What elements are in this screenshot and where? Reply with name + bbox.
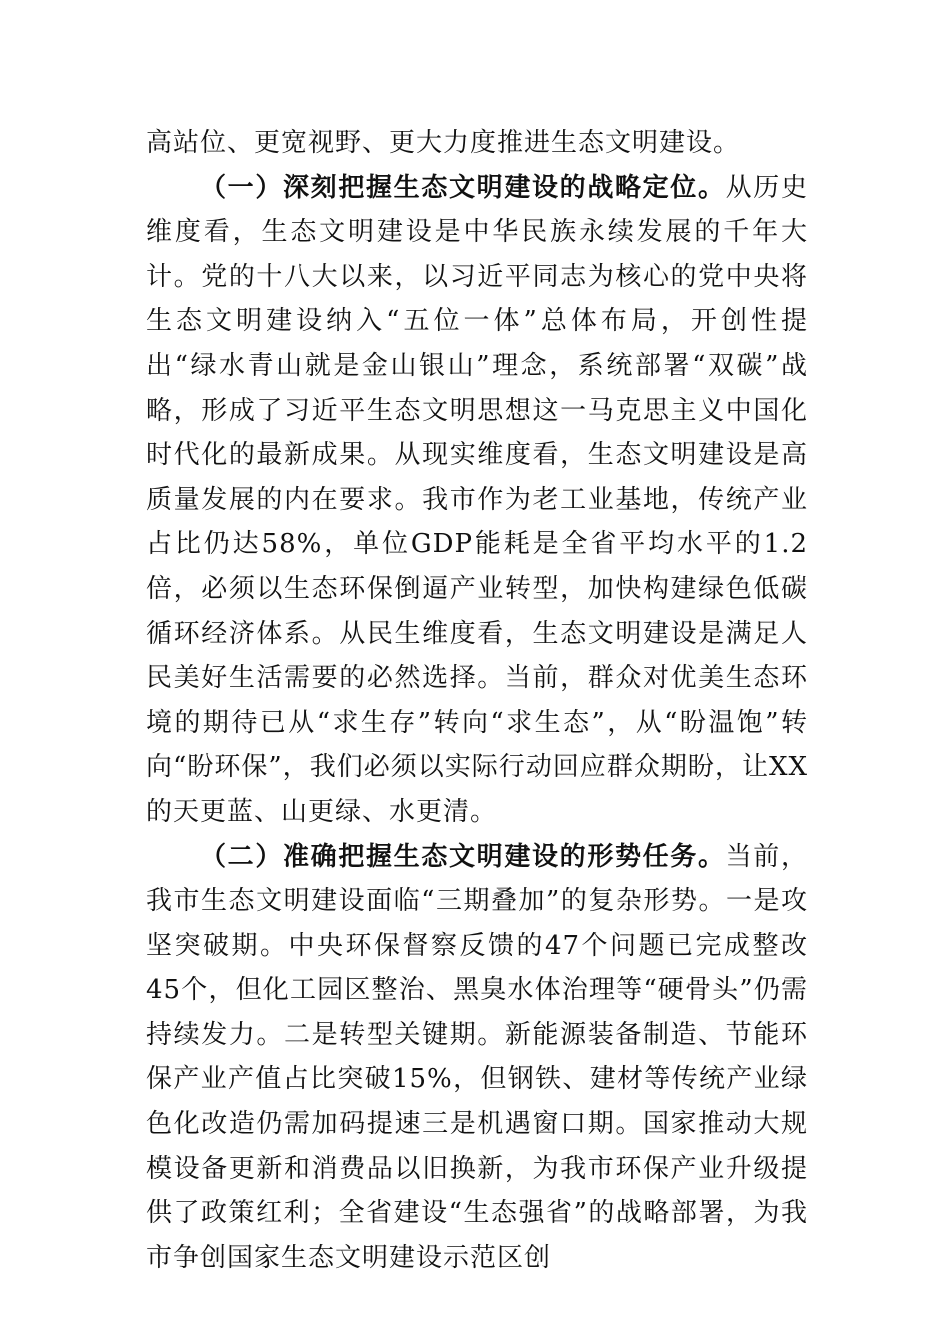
paragraph-section-1 [146, 166, 808, 835]
paragraph-intro [146, 121, 808, 166]
paragraph-intro-text: 高站位、更宽视野、更大力度推进生态文明建设。 [146, 128, 741, 158]
section-2-heading: （二）准确把握生态文明建设的形势任务。 [200, 841, 726, 872]
section-1-body: 从历史维度看，生态文明建设是中华民族永续发展的千年大计。党的十八大以来，以习近平同志为核心的党中央将生态文明建设纳入“五位一体”总体布局，开创性提出“绿水青山就是金山银山”理念，系统部署“双碳”战略，形成了习近平生态文明思想这一马克思主义中国化时代化的最新成果。从现实维度看，生态文明建设是高质量发展的内在要求。我市作为老工业基地，传统产业占比仍达58%，单位GDP能耗是全省平均水平的1.2倍，必须以生态环保倒逼产业转型，加快构建绿色低碳循环经济体系。从民生维度看，生态文明建设是满足人民美好生活需要的必然选择。当前，群众对优美生态环境的期待已从“求生存”转向“求生态”，从“盼温饱”转向“盼环保”，我们必须以实际行动回应群众期盼，让XX的天更蓝、山更绿、水更清。 [146, 172, 808, 827]
section-2-body: 当前，我市生态文明建设面临“三期叠加”的复杂形势。一是攻坚突破期。中央环保督察反馈的47个问题已完成整改45个，但化工园区整治、黑臭水体治理等“硬骨头”仍需持续发力。二是转型关键期。新能源装备制造、节能环保产业产值占比突破15%，但钢铁、建材等传统产业绿色化改造仍需加码提速三是机遇窗口期。国家推动大规模设备更新和消费品以旧换新，为我市环保产业升级提供了政策红利；全省建设“生态强省”的战略部署，为我市争创国家生态文明建设示范区创 [146, 841, 808, 1273]
document-body [146, 121, 808, 1280]
section-1-heading: （一）深刻把握生态文明建设的战略定位。 [200, 172, 726, 203]
paragraph-section-2 [146, 835, 808, 1281]
